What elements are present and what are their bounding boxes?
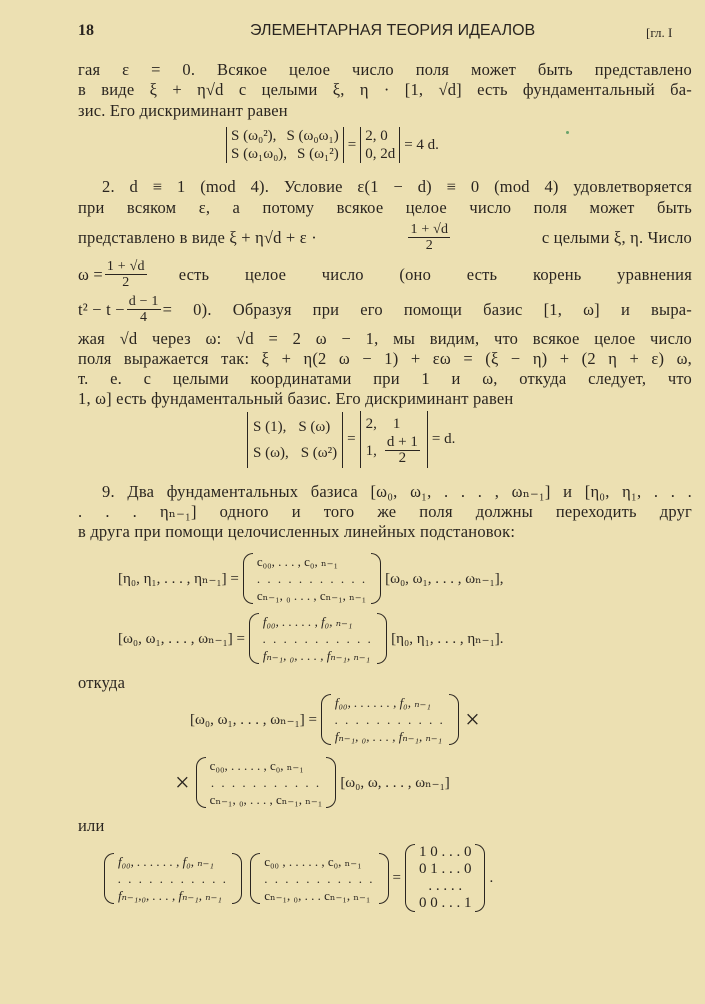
identity-matrix: [405, 844, 486, 912]
text-segment: ω =: [78, 264, 103, 284]
det-entry: S (ω₀²),: [231, 128, 277, 144]
det-entry: S (ω₁²): [297, 146, 339, 162]
value-determinant: [360, 127, 400, 163]
numerator: d + 1: [386, 434, 418, 450]
equals-sign: =: [347, 431, 356, 447]
det-result: = 4 d.: [404, 136, 439, 153]
matrix-f: [321, 694, 459, 745]
det-row: 0, 2d: [365, 146, 396, 162]
det-entry: 1: [392, 416, 401, 432]
matrix-row: 1 0 . . . 0: [418, 844, 472, 860]
text-segment: представлено в виде ξ + η√d + ε ·: [78, 227, 317, 247]
text-line: зис. Его дискриминант равен: [78, 101, 288, 120]
det-entry: S (ω₁ω₀),: [231, 146, 288, 162]
matrix-row: c₀₀, . . . . . , c₀, ₙ₋₁: [209, 758, 304, 773]
formula-lhs: [ω₀, ω₁, . . . , ωₙ₋₁] =: [190, 712, 317, 728]
chapter-ref: [гл. I: [646, 25, 673, 40]
matrix-row: fₙ₋₁,₀, . . . , fₙ₋₁, ₙ₋₁: [118, 887, 222, 903]
fraction: [105, 259, 147, 290]
text-line: 2. d ≡ 1 (mod 4). Условие ε(1 − d) ≡ 0 (mod 4) удовлетворяется: [102, 177, 692, 196]
substitution-formula-2: [118, 613, 504, 664]
identity-formula: [100, 844, 493, 912]
text-line: 1, ω] есть фундаментальный базис. Его дискриминант равен: [78, 389, 514, 408]
text-segment: есть целое число (оно есть корень уравнения: [178, 264, 692, 284]
product-formula-2: [173, 757, 450, 808]
text-line: т. е. с целыми координатами при 1 и ω, откуда следует, что: [78, 369, 692, 388]
det-entry: S (1),: [253, 418, 287, 435]
trace-determinant: [247, 412, 343, 468]
numerator: 1 + √d: [410, 222, 449, 237]
product-formula-1: [190, 694, 482, 745]
det-entry: S (ω₀ω₁): [286, 128, 339, 144]
matrix-row: c₀₀ , . . . . . , c₀, ₙ₋₁: [264, 853, 362, 869]
text-segment: = 0). Образуя при его помощи базис [1, ω] и выра-: [162, 299, 692, 319]
matrix-f: [249, 613, 387, 664]
text-line: [78, 259, 692, 290]
det-entry: 1,: [365, 442, 377, 459]
text-line: жая √d через ω: √d = 2 ω − 1, мы видим, что всякое целое число: [78, 329, 692, 348]
denominator: 2: [425, 238, 433, 253]
formula-lhs: [ω₀, ω₁, . . . , ωₙ₋₁] =: [118, 631, 245, 647]
discriminant-formula-1: [222, 127, 439, 163]
matrix-f: [104, 853, 242, 904]
matrix-row: . . . . . . . . . . .: [118, 870, 229, 886]
matrix-row: . . . . . . . . . . .: [256, 571, 368, 586]
det-entry: 2,: [365, 416, 377, 432]
numerator: 1 + √d: [106, 259, 145, 274]
text-line: поля выражается так: ξ + η(2 ω − 1) + εω = (ξ − η) + (2 η + ε) ω,: [78, 349, 692, 368]
det-result: = d.: [431, 431, 456, 447]
matrix-row: cₙ₋₁, ₀ . . . , cₙ₋₁, ₙ₋₁: [256, 588, 367, 603]
equals-sign: =: [347, 136, 357, 153]
fraction: [408, 222, 450, 253]
matrix-row: cₙ₋₁, ₀, . . . cₙ₋₁, ₙ₋₁: [264, 887, 371, 903]
fraction: [127, 294, 161, 325]
text-line: или: [78, 816, 105, 835]
scan-speck: [566, 131, 569, 134]
formula-lhs: [η₀, η₁, . . . , ηₙ₋₁] =: [118, 571, 239, 587]
text-line: в виде ξ + η√d с целыми ξ, η · [1, √d] есть фундаментальный ба-: [78, 80, 692, 99]
matrix-c: [243, 553, 381, 604]
text-line: [78, 222, 692, 253]
matrix-row: cₙ₋₁, ₀, . . . , cₙ₋₁, ₙ₋₁: [209, 792, 323, 807]
text-line: откуда: [78, 673, 126, 692]
matrix-row: . . . . . . . . . . .: [262, 631, 374, 646]
text-line: . . . ηₙ₋₁] одного и того же поля должны переходить друг: [78, 502, 692, 521]
det-entry: S (ω),: [253, 444, 289, 461]
denominator: 2: [398, 450, 407, 466]
text-line: гая ε = 0. Всякое целое число поля может быть представлено: [78, 60, 692, 79]
times-sign: ×: [175, 767, 190, 797]
value-determinant: [360, 411, 428, 468]
formula-rhs: [ω₀, ω₁, . . . , ωₙ₋₁],: [385, 571, 504, 587]
substitution-formula-1: [118, 553, 504, 604]
matrix-row: f₀₀, . . . . . . , f₀, ₙ₋₁: [334, 695, 431, 710]
page-number: 18: [78, 22, 94, 39]
text-line: при всяком ε, а потому всякое целое число поля может быть: [78, 198, 692, 217]
matrix-c: [196, 757, 337, 808]
numerator: d − 1: [128, 294, 159, 309]
matrix-row: . . . . . . . . . . .: [210, 775, 322, 790]
matrix-row: fₙ₋₁, ₀, . . . , fₙ₋₁, ₙ₋₁: [262, 648, 371, 663]
trace-determinant: [226, 127, 344, 163]
text-line: в друга при помощи целочисленных линейных подстановок:: [78, 522, 516, 541]
matrix-row: . . . . .: [428, 878, 463, 894]
denominator: 2: [122, 275, 130, 290]
text-segment: с целыми ξ, η. Число: [541, 227, 692, 247]
times-sign: ×: [465, 704, 480, 734]
formula-rhs: [ω₀, ω, . . . , ωₙ₋₁]: [340, 775, 450, 791]
matrix-row: c₀₀, . . . , c₀, ₙ₋₁: [256, 554, 338, 569]
text-line: [78, 294, 692, 325]
matrix-row: . . . . . . . . . . .: [264, 870, 375, 886]
det-entry: S (ω²): [300, 444, 338, 461]
matrix-row: f₀₀, . . . . . , f₀, ₙ₋₁: [262, 614, 353, 629]
fraction: [385, 435, 420, 466]
text-line: 9. Два фундаментальных базиса [ω₀, ω₁, . . . , ωₙ₋₁] и [η₀, η₁, . . .: [102, 482, 692, 501]
det-entry: S (ω): [298, 418, 331, 435]
running-title: ЭЛЕМЕНТАРНАЯ ТЕОРИЯ ИДЕАЛОВ: [250, 22, 536, 39]
matrix-row: 0 0 . . . 1: [418, 895, 472, 911]
denominator: 4: [140, 310, 148, 325]
matrix-row: 0 1 . . . 0: [418, 861, 472, 877]
equals-sign: =: [392, 869, 401, 886]
det-row: 2, 0: [365, 128, 388, 144]
period: .: [489, 869, 494, 886]
matrix-row: . . . . . . . . . . .: [334, 712, 446, 727]
discriminant-formula-2: [243, 411, 455, 468]
matrix-c: [250, 853, 388, 904]
matrix-row: fₙ₋₁, ₀, . . . , fₙ₋₁, ₙ₋₁: [334, 729, 443, 744]
matrix-row: f₀₀, . . . . . . , f₀, ₙ₋₁: [118, 853, 214, 869]
text-segment: t² − t −: [78, 299, 125, 319]
formula-rhs: [η₀, η₁, . . . , ηₙ₋₁].: [391, 631, 504, 647]
